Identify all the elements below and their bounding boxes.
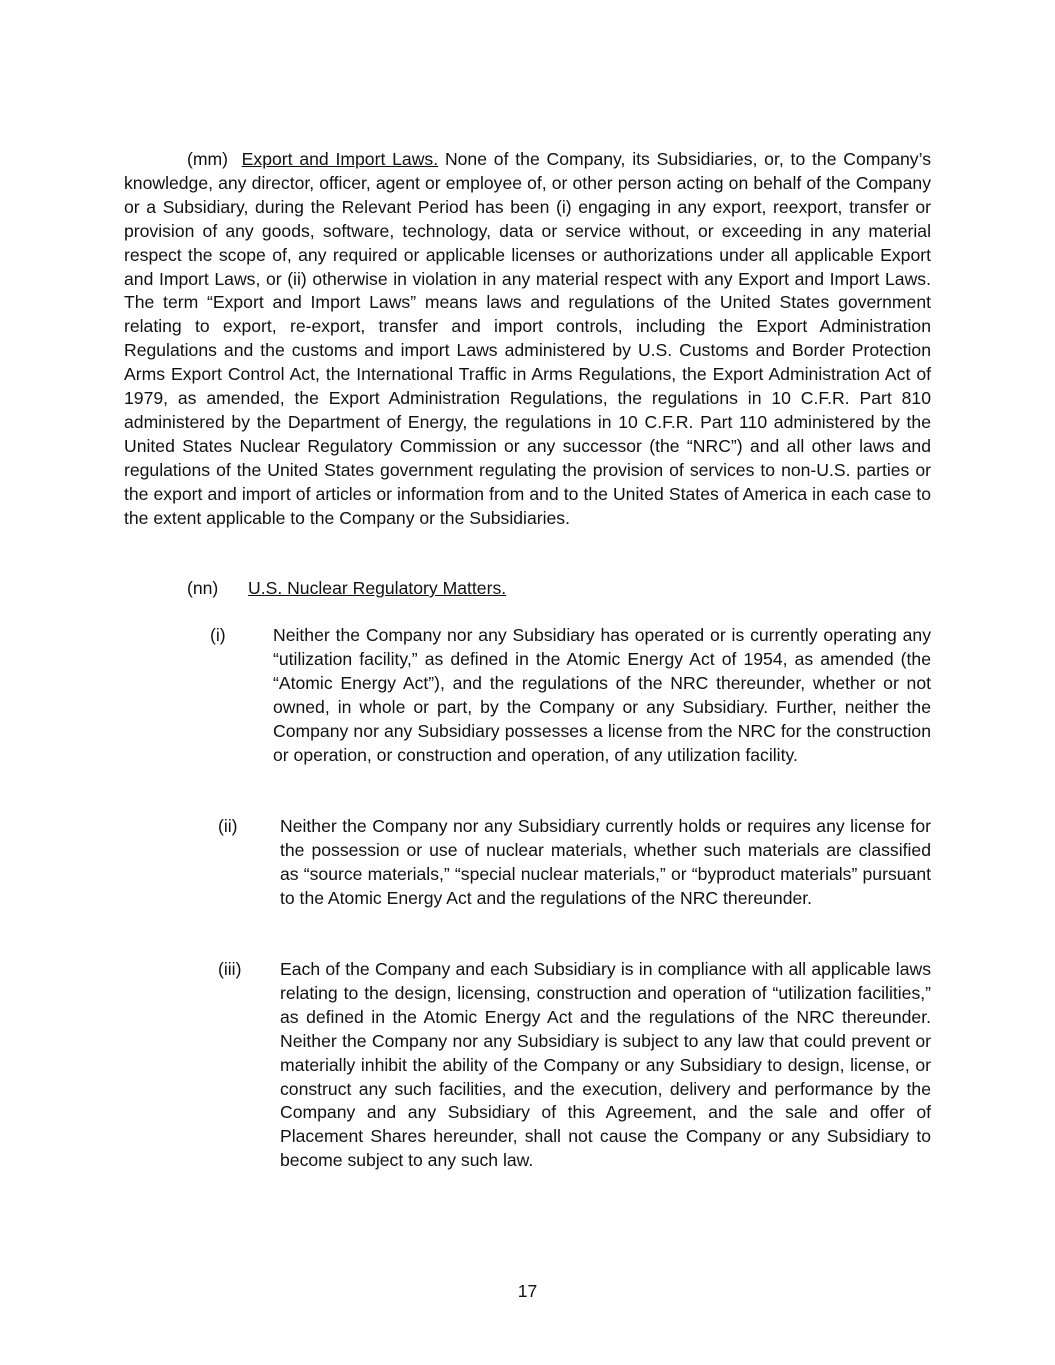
item-marker: (ii) (218, 816, 238, 836)
item-text: Neither the Company nor any Subsidiary has operated or is currently operating any “utilization facility,” as defined in the Atomic Energy Act of 1954, as amended (the “Atomic Energy Act”), and the regulations of the NRC thereunder, whether or not owned, in whole or part, by the Company or any Subsidiary. Further, neither the Company nor any Subsidiary possesses a license from the NRC for the construction or operation, or construction and operation, of any utilization facility. (273, 625, 931, 765)
page-number: 17 (517, 1281, 538, 1301)
section-nn-item-i (210, 624, 931, 767)
section-nn-item-ii (218, 815, 931, 911)
section-mm-number: (mm) (187, 149, 229, 169)
item-text: Each of the Company and each Subsidiary is in compliance with all applicable laws relating to the design, licensing, construction and operation of “utilization facilities,” as defined in the Atomic Energy Act and the regulations of the NRC thereunder. Neither the Company nor any Subsidiary is subject to any law that could prevent or materially inhibit the ability of the Company or any Subsidiary to design, license, or construct any such facilities, and the execution, delivery and performance by the Company and any Subsidiary of this Agreement, and the sale and offer of Placement Shares hereunder, shall not cause the Company or any Subsidiary to become subject to any such law. (280, 959, 931, 1171)
section-mm-text: None of the Company, its Subsidiaries, or, to the Company’s knowledge, any director, officer, agent or employee of, or other person acting on behalf of the Company or a Subsidiary, during the Relevant Period has been (i) engaging in any export, reexport, transfer or provision of any goods, software, technology, data or service without, or exceeding in any material respect the scope of, any required or applicable licenses or authorizations under all applicable Export and Import Laws, or (ii) otherwise in violation in any material respect with any Export and Import Laws. The term “Export and Import Laws” means laws and regulations of the United States government relating to export, re-export, transfer and import controls, including the Export Administration Regulations and the customs and import Laws administered by U.S. Customs and Border Protection Arms Export Control Act, the International Traffic in Arms Regulations, the Export Administration Act of 1979, as amended, the Export Administration Regulations, the regulations in 10 C.F.R. Part 810 administered by the Department of Energy, the regulations in 10 C.F.R. Part 110 administered by the United States Nuclear Regulatory Commission or any successor (the “NRC”) and all other laws and regulations of the United States government regulating the provision of services to non-U.S. parties or the export and import of articles or information from and to the United States of America in each case to the extent applicable to the Company or the Subsidiaries. (124, 149, 931, 528)
section-nn-heading (187, 577, 787, 601)
section-mm-paragraph (124, 148, 931, 531)
item-marker: (i) (210, 625, 226, 645)
section-nn-number: (nn) (187, 578, 219, 598)
item-text: Neither the Company nor any Subsidiary currently holds or requires any license for the possession or use of nuclear materials, whether such materials are classified as “source materials,” “special nuclear materials,” or “byproduct materials” pursuant to the Atomic Energy Act and the regulations of the NRC thereunder. (280, 816, 931, 908)
section-nn-title: U.S. Nuclear Regulatory Matters. (248, 578, 507, 598)
section-nn-item-iii (218, 958, 931, 1173)
item-marker: (iii) (218, 959, 242, 979)
section-mm-title: Export and Import Laws. (241, 149, 439, 169)
